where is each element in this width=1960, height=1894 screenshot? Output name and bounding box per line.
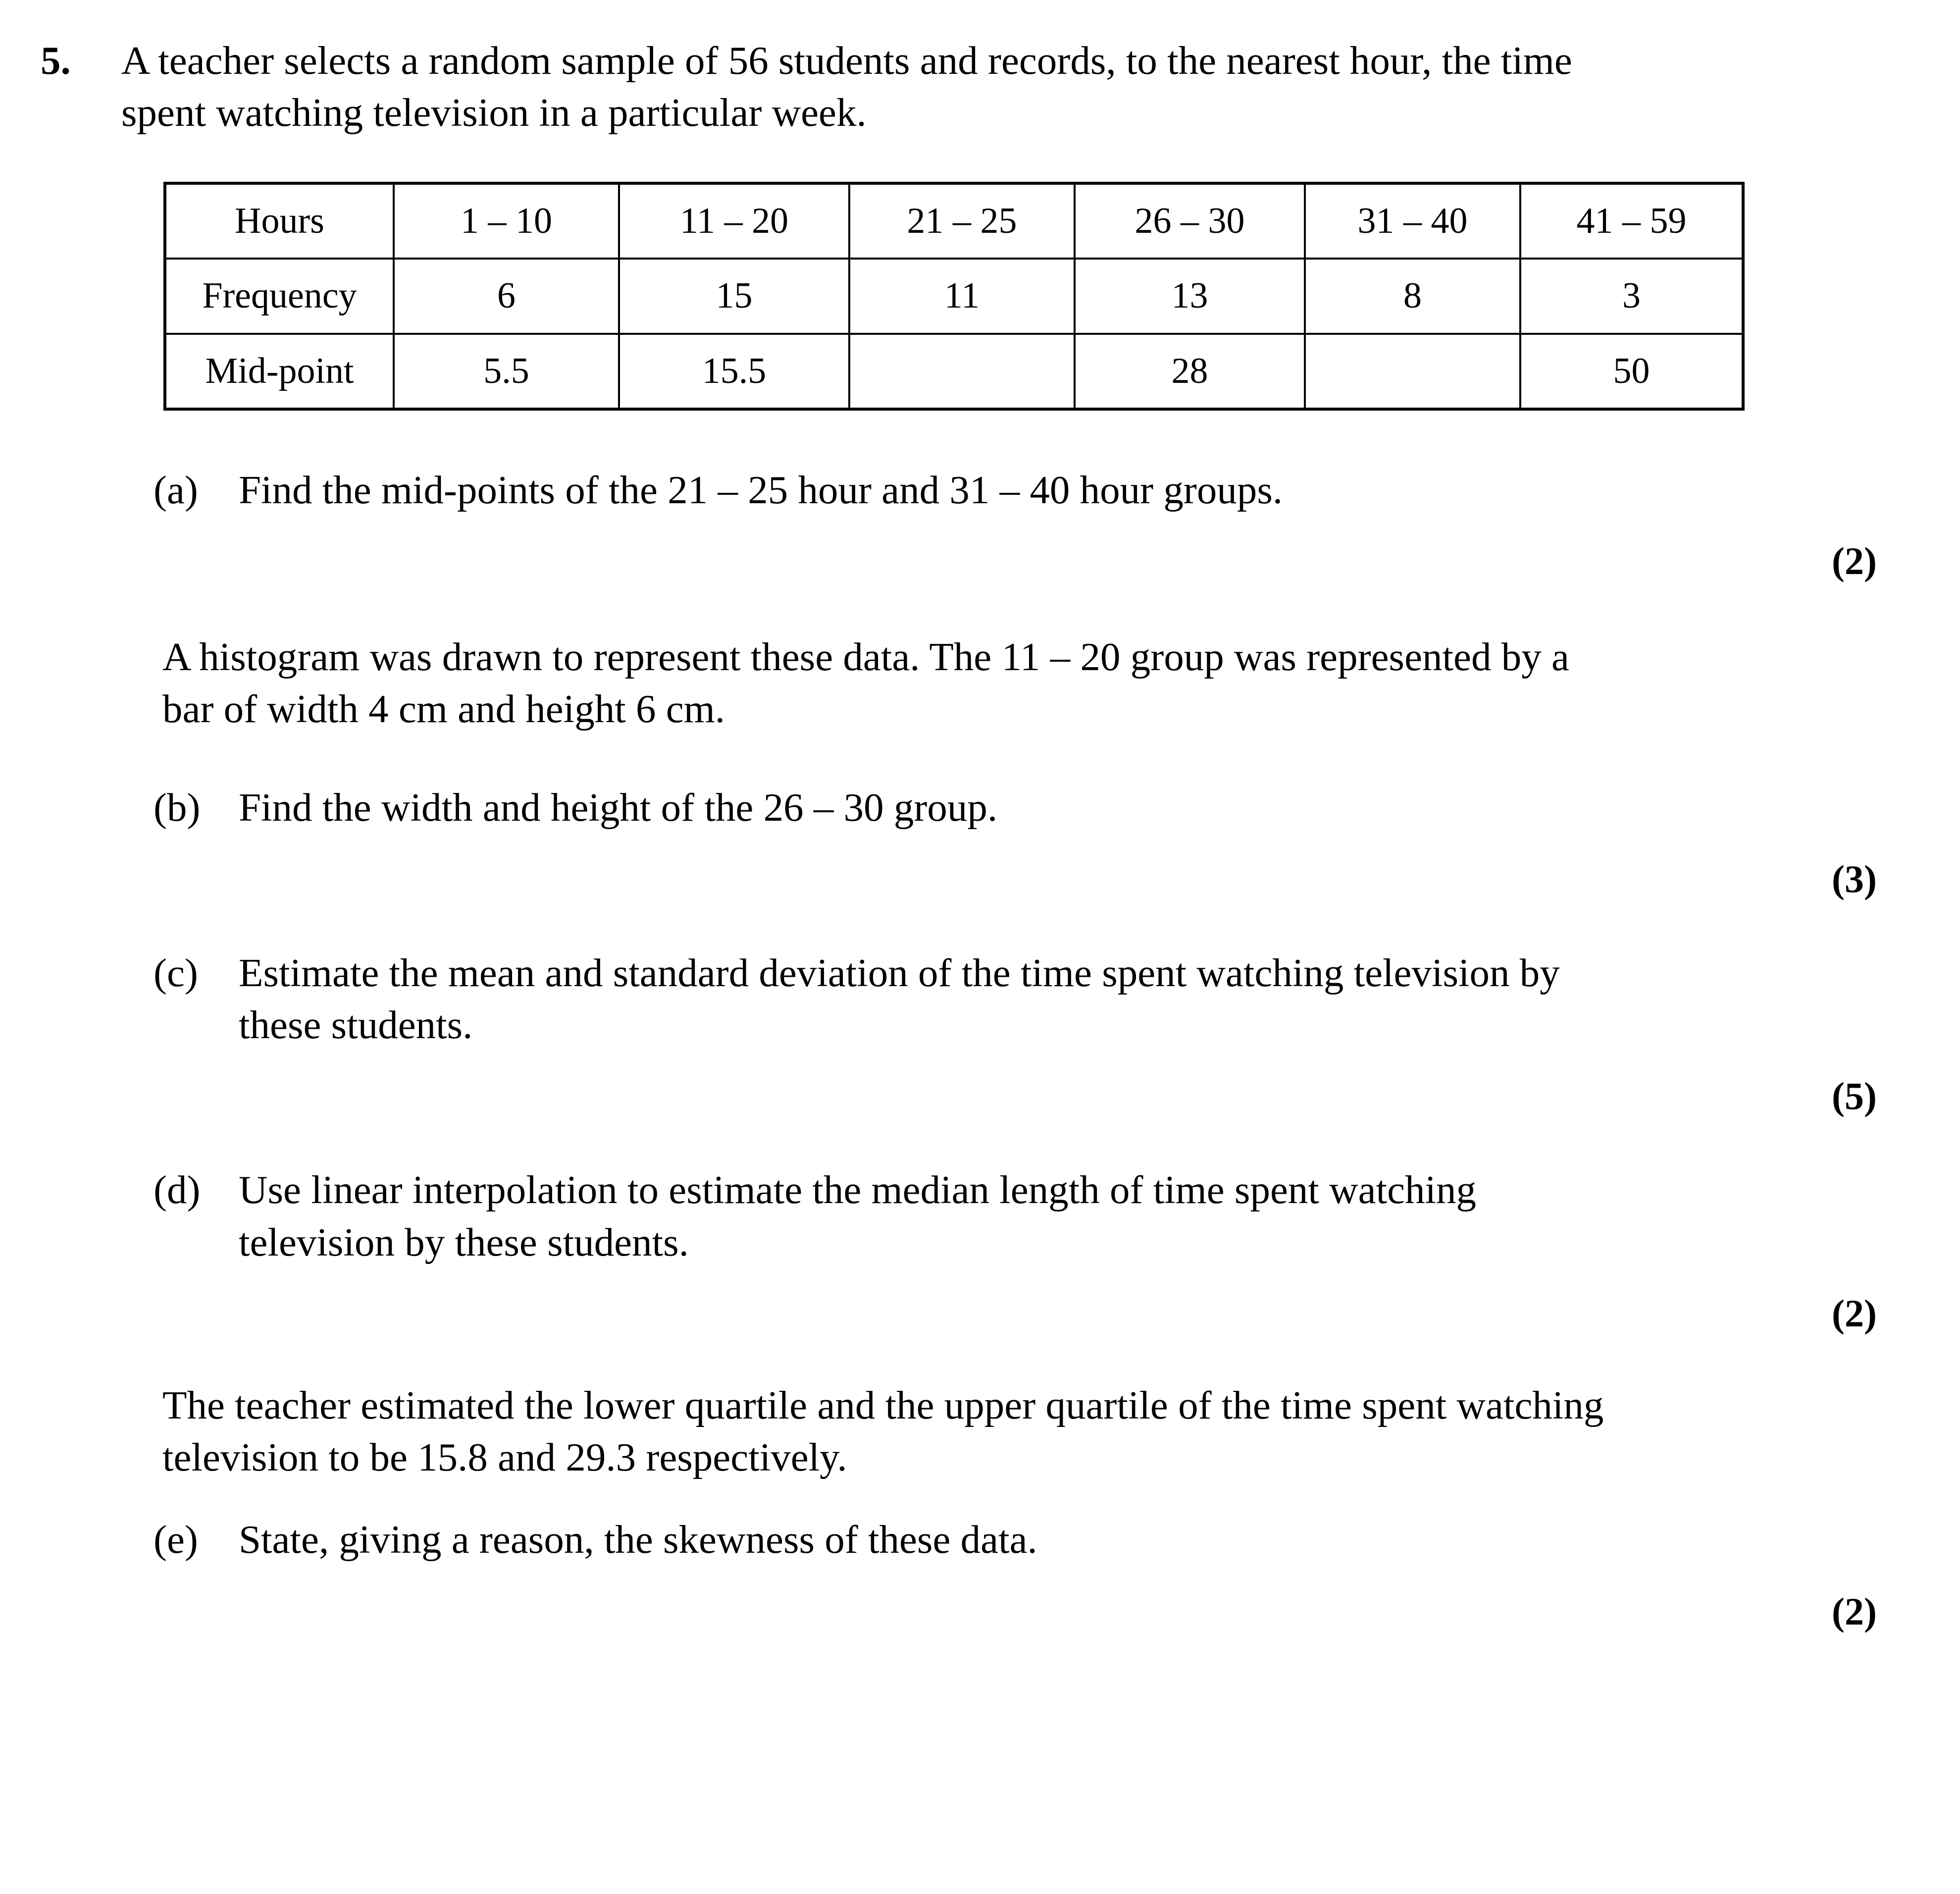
midpoint-cell-4: 28 xyxy=(1075,334,1305,409)
part-d-marks: (2) xyxy=(1832,1291,1877,1335)
frequency-cell-4: 13 xyxy=(1075,259,1305,334)
frequency-cell-6: 3 xyxy=(1520,259,1743,334)
row-label-frequency: Frequency xyxy=(165,259,394,334)
part-d xyxy=(30,1164,1906,1268)
question-stem xyxy=(30,35,1906,139)
part-b xyxy=(30,782,1906,834)
row-label-hours: Hours xyxy=(165,183,394,259)
frequency-table-wrapper xyxy=(163,182,1906,411)
part-a xyxy=(30,464,1906,516)
frequency-cell-3: 11 xyxy=(849,259,1075,334)
quartile-line-1: The teacher estimated the lower quartile and the upper quartile of the time spent watching xyxy=(162,1382,1604,1427)
hours-cell-1: 1 – 10 xyxy=(394,183,619,259)
question-stem-text xyxy=(121,35,1906,139)
question-number: 5. xyxy=(41,38,71,83)
frequency-table xyxy=(163,182,1745,411)
table-row-frequency xyxy=(165,259,1743,334)
part-a-text xyxy=(239,464,1906,516)
stem-line-2: spent watching television in a particular week. xyxy=(121,90,867,135)
midpoint-cell-2: 15.5 xyxy=(619,334,849,409)
part-d-line-2: television by these students. xyxy=(239,1219,689,1264)
hours-cell-2: 11 – 20 xyxy=(619,183,849,259)
part-a-line-1: Find the mid-points of the 21 – 25 hour and 31 – 40 hour groups. xyxy=(239,467,1283,512)
part-c-line-2: these students. xyxy=(239,1002,473,1048)
histogram-line-1: A histogram was drawn to represent these data. The 11 – 20 group was represented by a xyxy=(162,634,1569,679)
part-b-line-1: Find the width and height of the 26 – 30 group. xyxy=(239,785,998,830)
hours-cell-6: 41 – 59 xyxy=(1520,183,1743,259)
part-c-line-1: Estimate the mean and standard deviation of the time spent watching television by xyxy=(239,950,1560,995)
midpoint-cell-6: 50 xyxy=(1520,334,1743,409)
hours-cell-3: 21 – 25 xyxy=(849,183,1075,259)
part-e-marks: (2) xyxy=(1832,1589,1877,1633)
stem-line-1: A teacher selects a random sample of 56 students and records, to the nearest hour, the time xyxy=(121,38,1572,83)
hours-cell-4: 26 – 30 xyxy=(1075,183,1305,259)
part-a-marks: (2) xyxy=(1832,539,1877,582)
part-c-marks: (5) xyxy=(1832,1074,1877,1118)
quartile-line-2: television to be 15.8 and 29.3 respectively. xyxy=(162,1435,847,1480)
midpoint-cell-1: 5.5 xyxy=(394,334,619,409)
part-c-letter: (c) xyxy=(154,950,198,995)
part-e xyxy=(30,1514,1906,1566)
part-a-letter: (a) xyxy=(154,467,198,512)
part-b-marks: (3) xyxy=(1832,857,1877,900)
table-row-hours xyxy=(165,183,1743,259)
part-c xyxy=(30,947,1906,1052)
hours-cell-5: 31 – 40 xyxy=(1305,183,1520,259)
part-d-line-1: Use linear interpolation to estimate the median length of time spent watching xyxy=(239,1167,1477,1212)
histogram-paragraph xyxy=(30,631,1906,736)
part-c-text xyxy=(239,947,1906,1052)
histogram-line-2: bar of width 4 cm and height 6 cm. xyxy=(162,686,725,732)
part-d-letter: (d) xyxy=(154,1167,201,1212)
quartile-paragraph xyxy=(30,1379,1906,1484)
part-d-text xyxy=(239,1164,1906,1268)
frequency-cell-2: 15 xyxy=(619,259,849,334)
midpoint-cell-5 xyxy=(1305,334,1520,409)
row-label-midpoint: Mid-point xyxy=(165,334,394,409)
part-e-letter: (e) xyxy=(154,1517,198,1562)
table-row-midpoint xyxy=(165,334,1743,409)
part-b-text xyxy=(239,782,1906,834)
frequency-cell-5: 8 xyxy=(1305,259,1520,334)
part-b-letter: (b) xyxy=(154,785,201,830)
frequency-cell-1: 6 xyxy=(394,259,619,334)
midpoint-cell-3 xyxy=(849,334,1075,409)
part-e-text xyxy=(239,1514,1906,1566)
part-e-line-1: State, giving a reason, the skewness of these data. xyxy=(239,1517,1037,1562)
